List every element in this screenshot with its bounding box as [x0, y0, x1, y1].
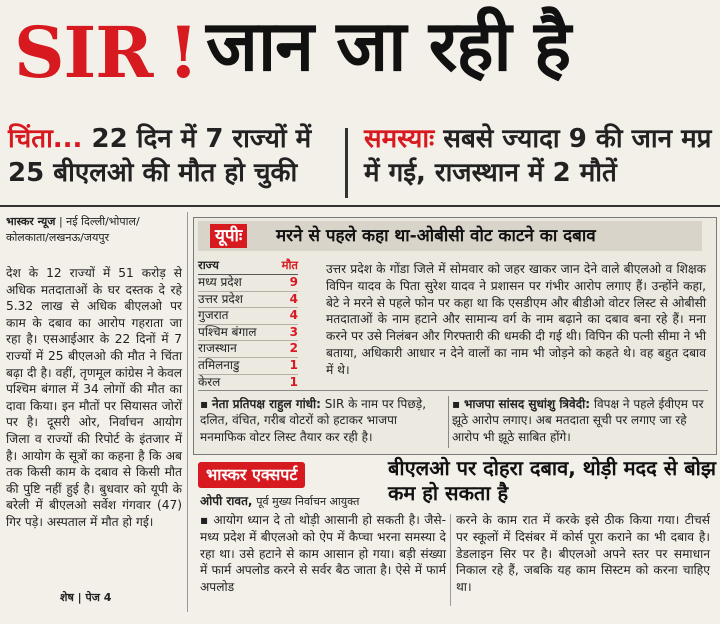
- table-row: [198, 308, 298, 325]
- column-divider: [187, 212, 188, 612]
- subhead-left: [8, 122, 338, 191]
- expert-title: बीएलओ पर दोहरा दबाव, थोड़ी मदद से बोझ कम हो सकता है: [388, 456, 716, 505]
- subhead-left-text: 22 दिन में 7 राज्यों में 25 बीएलओ की मौत हो चुकी: [8, 124, 312, 189]
- byline-cities: | नई दिल्ली/भोपाल/ कोलकाता/लखनऊ/जयपुर: [6, 215, 140, 244]
- table-row: [198, 341, 298, 358]
- subhead-right-text: सबसे ज्यादा 9 की जान मप्र में गई, राजस्थान में 2 मौतें: [364, 124, 712, 189]
- rahul-lead: नेता प्रतिपक्ष राहुल गांधी:: [211, 397, 321, 411]
- up-title: मरने से पहले कहा था-ओबीसी वोट काटने का दबाव: [276, 226, 596, 246]
- headline-main: जान जा रही है: [206, 5, 571, 87]
- sudhanshu-text: विपक्ष ने पहले ईवीएम पर झूठे आरोप लगाए। अब मतदाता सूची पर लगाए जा रहे आरोप भी झूठे साबित होंगे।: [452, 397, 704, 444]
- left-column-body: देश के 12 राज्यों में 51 करोड़ से अधिक मतदाताओं के घर दस्तक दे रहे 5.32 लाख से अधिक बीएलओ पर काम के दबाव का आरोप गहराता जा रहा है। एसआईआर के 22 दिनों में 7 राज्यों में 25 बीएलओ की मौत ने चिंता बढ़ा दी है। वहीं, तृणमूल कांग्रेस ने केवल पश्चिम बंगाल में 34 लोगों की मौत का दावा किया। इन मौतों पर सियासत जोरों पर है। दूसरी ओर, निर्वाचन आयोग जिला व राज्यों की रिपोर्ट के इंतजार में है। आयोग के सूत्रों का कहना है कि अब तक किसी काम के दबाव से किसी मौत की पुष्टि नहीं हुई है। बुधवार को यूपी के बरेली में बीएलओ सर्वेश गंगवार (47) गिर पड़े। अस्पताल में मौत हो गई।: [6, 266, 182, 529]
- up-tag: यूपीः: [210, 224, 247, 248]
- up-body: उत्तर प्रदेश के गोंडा जिले में सोमवार को जहर खाकर जान देने वाले बीएलओ व शिक्षक विपिन यादव के पिता सुरेश यादव ने प्रशासन पर गंभीर आरोप लगाए हैं। उन्होंने कहा, बेटे ने मरने से पहले फोन पर कहा था कि एसडीएम और बीडीओ वोटर लिस्ट से ओबीसी मतदाताओं के नाम हटाने और सामान्य वर्ग के नाम बढ़ाने का दबाव बना रहे हैं। मना करने पर उसे निलंबन और गिरफ्तारी की धमकी दी गई थी। विपिन की पत्नी सीमा ने भी बताया, अधिकारी आधार न देने वालों का नाम भी जोड़ने को कहते थे। वह बहुत दबाव में थे।: [326, 262, 706, 377]
- table-row: [198, 292, 298, 309]
- quote-divider: [448, 396, 449, 448]
- col-state: राज्य: [198, 258, 219, 272]
- subhead-divider: [345, 128, 348, 198]
- col-deaths: मौत: [281, 258, 298, 272]
- rahul-text: SIR के नाम पर पिछड़े, दलित, वंचित, गरीब वोटरों को हटाकर भाजपा मनमाफिक वोटर लिस्ट तैयार कर रही है।: [200, 397, 427, 444]
- table-row: [198, 325, 298, 342]
- state-name: मध्य प्रदेश: [198, 275, 242, 289]
- state-name: केरल: [198, 374, 221, 389]
- byline: [6, 214, 186, 246]
- headline-sir: SIR: [14, 11, 153, 94]
- death-count: 9: [289, 275, 298, 289]
- sudhanshu-lead: भाजपा सांसद सुधांशु त्रिवेदी:: [463, 397, 591, 411]
- death-count: 1: [289, 374, 298, 389]
- table-row: [198, 358, 298, 375]
- deaths-table-header: [198, 258, 298, 275]
- author-name: ओपी रावत,: [200, 494, 253, 508]
- table-row: [198, 375, 298, 392]
- continued-footer: शेष | पेज 4: [60, 591, 112, 604]
- subhead-right-tag: समस्याः: [364, 124, 435, 154]
- expert-column-divider: [450, 514, 451, 606]
- death-count: 4: [289, 291, 298, 306]
- state-name: उत्तर प्रदेश: [198, 291, 243, 306]
- sudhanshu-quote: ▪ भाजपा सांसद सुधांशु त्रिवेदी: विपक्ष ने पहले ईवीएम पर झूठे आरोप लगाए। अब मतदाता सूची पर लगाए जा रहे आरोप भी झूठे साबित होंगे।: [452, 397, 704, 444]
- expert-column-1-text: आयोग ध्यान दे तो थोड़ी आसानी हो सकती है। जैसे- मध्य प्रदेश में बीएलओ को ऐप में कैप्चा भरना समस्या दे रहा था। उसे हटाने से काम आसान हो गया। बड़ी संख्या में फार्म अपलोड करने से सर्वर बैठ जाता है। ऐसे में फार्म अपलोड: [200, 513, 446, 595]
- subhead-right: [364, 122, 714, 191]
- expert-author: [200, 492, 359, 509]
- death-count: 3: [289, 324, 298, 339]
- rahul-quote: ▪ नेता प्रतिपक्ष राहुल गांधी: SIR के नाम पर पिछड़े, दलित, वंचित, गरीब वोटरों को हटाकर भाजपा मनमाफिक वोटर लिस्ट तैयार कर रही है।: [200, 397, 427, 444]
- expert-column-1: ▪ आयोग ध्यान दे तो थोड़ी आसानी हो सकती है। जैसे- मध्य प्रदेश में बीएलओ को ऐप में कैप्चा भरना समस्या दे रहा था। उसे हटाने से काम आसान हो गया। बड़ी संख्या में फार्म अपलोड करने से सर्वर बैठ जाता है। ऐसे में फार्म अपलोड: [200, 513, 446, 595]
- deaths-table: [198, 258, 298, 391]
- headline-exclamation: !: [168, 11, 199, 94]
- death-count: 2: [289, 341, 298, 356]
- state-name: गुजरात: [198, 308, 229, 323]
- expert-column-2: करने के काम रात में करके इसे ठीक किया गया। टीचर्स पर स्कूलों में दिसंबर में कोर्स पूरा कराने का भी दबाव है। डेडलाइन सिर पर है। बीएलओ अपने स्तर पर समाधान निकाल रहे हैं, जबकि यह काम सिस्टम को करना चाहिए था।: [456, 513, 710, 595]
- section-rule: [0, 205, 720, 207]
- state-name: पश्चिम बंगाल: [198, 324, 257, 339]
- table-row: [198, 275, 298, 292]
- bhaskar-expert-logo: भास्कर एक्सपर्ट: [198, 462, 305, 488]
- state-name: तमिलनाडु: [198, 357, 240, 372]
- death-count: 1: [289, 357, 298, 372]
- author-role: पूर्व मुख्य निर्वाचन आयुक्त: [256, 495, 360, 508]
- state-name: राजस्थान: [198, 341, 237, 356]
- death-count: 4: [289, 308, 298, 323]
- subhead-left-tag: चिंता...: [8, 124, 83, 154]
- up-inner-rule: [198, 390, 708, 391]
- byline-source: भास्कर न्यूज: [6, 215, 56, 228]
